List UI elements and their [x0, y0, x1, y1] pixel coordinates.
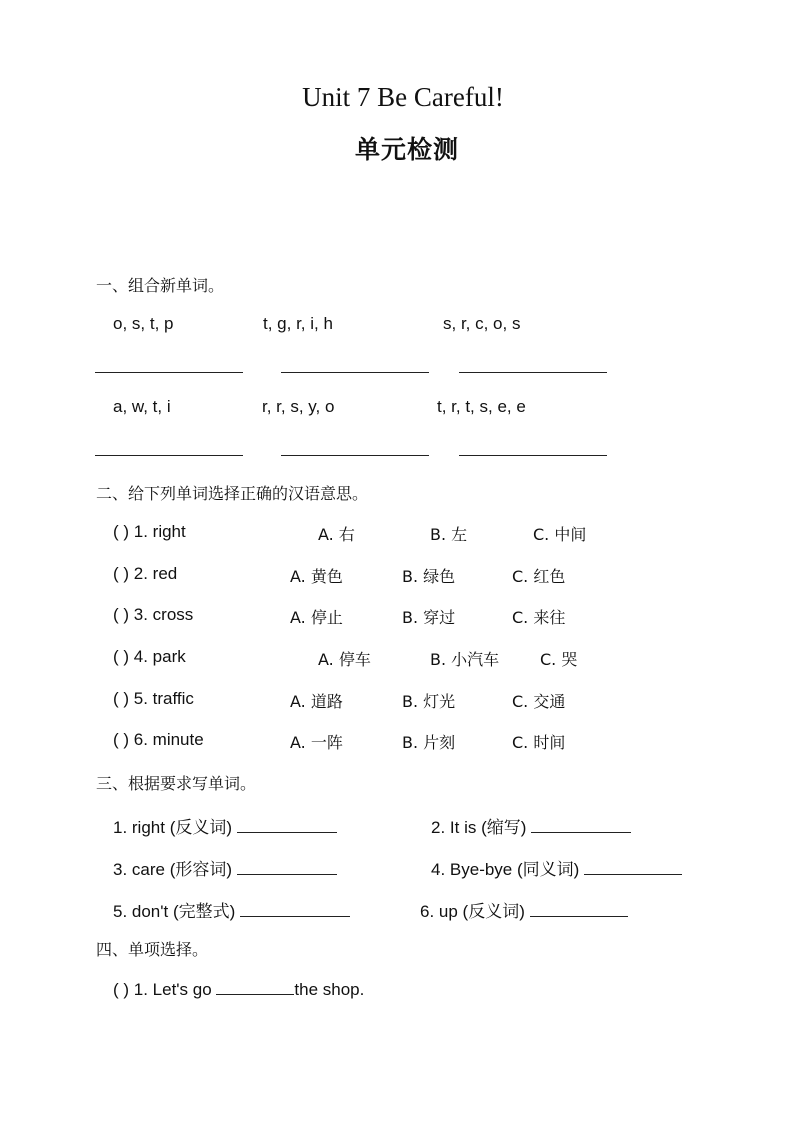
mc-question-1-blank[interactable]	[216, 980, 294, 995]
page-title: Unit 7 Be Careful!	[302, 82, 504, 112]
section-4-heading: 四、单项选择。	[96, 940, 209, 959]
write-item-4-label: 4. Bye-bye (同义词)	[431, 860, 580, 879]
section-3-heading: 三、根据要求写单词。	[96, 774, 257, 793]
scramble-word-3: s, r, c, o, s	[443, 314, 521, 333]
write-item-6	[420, 897, 628, 922]
choice-4-option-a: A. 停车	[318, 650, 371, 669]
write-item-5-blank[interactable]	[240, 902, 350, 917]
scramble-word-1: o, s, t, p	[113, 314, 174, 333]
choice-3-option-b: B. 穿过	[402, 608, 456, 627]
write-item-4-blank[interactable]	[584, 860, 682, 875]
answer-line-6[interactable]	[459, 455, 607, 456]
choice-item-1: ( ) 1. right	[113, 522, 186, 541]
choice-4-option-c: C. 哭	[540, 650, 578, 669]
scramble-word-4: a, w, t, i	[113, 397, 171, 416]
scramble-word-5: r, r, s, y, o	[262, 397, 335, 416]
section-2-heading: 二、给下列单词选择正确的汉语意思。	[96, 484, 369, 503]
write-item-4	[431, 855, 682, 880]
answer-line-2[interactable]	[281, 372, 429, 373]
answer-line-3[interactable]	[459, 372, 607, 373]
choice-item-5: ( ) 5. traffic	[113, 689, 194, 708]
choice-2-option-c: C. 红色	[512, 567, 566, 586]
choice-2-option-a: A. 黄色	[290, 567, 343, 586]
answer-line-5[interactable]	[281, 455, 429, 456]
write-item-5-label: 5. don't (完整式)	[113, 902, 236, 921]
choice-6-option-a: A. 一阵	[290, 733, 343, 752]
section-1-heading: 一、组合新单词。	[96, 276, 225, 295]
write-item-3-label: 3. care (形容词)	[113, 860, 233, 879]
write-item-5	[113, 897, 350, 922]
scramble-word-2: t, g, r, i, h	[263, 314, 333, 333]
choice-item-3: ( ) 3. cross	[113, 605, 194, 624]
write-item-2	[431, 813, 631, 838]
write-item-6-label: 6. up (反义词)	[420, 902, 525, 921]
choice-5-option-b: B. 灯光	[402, 692, 456, 711]
page-subtitle: 单元检测	[354, 135, 459, 164]
write-item-1	[113, 813, 337, 838]
choice-item-4: ( ) 4. park	[113, 647, 186, 666]
choice-1-option-b: B. 左	[430, 525, 468, 544]
scramble-word-6: t, r, t, s, e, e	[437, 397, 526, 416]
write-item-2-blank[interactable]	[531, 818, 631, 833]
choice-6-option-b: B. 片刻	[402, 733, 456, 752]
write-item-2-label: 2. It is (缩写)	[431, 818, 527, 837]
choice-item-6: ( ) 6. minute	[113, 730, 204, 749]
choice-2-option-b: B. 绿色	[402, 567, 456, 586]
choice-1-option-a: A. 右	[318, 525, 355, 544]
choice-item-2: ( ) 2. red	[113, 564, 178, 583]
write-item-3	[113, 855, 337, 880]
choice-1-option-c: C. 中间	[533, 525, 587, 544]
choice-4-option-b: B. 小汽车	[430, 650, 500, 669]
choice-6-option-c: C. 时间	[512, 733, 566, 752]
choice-3-option-c: C. 来往	[512, 608, 566, 627]
write-item-3-blank[interactable]	[237, 860, 337, 875]
answer-line-4[interactable]	[95, 455, 243, 456]
choice-3-option-a: A. 停止	[290, 608, 343, 627]
mc-question-1-prefix: ( ) 1. Let's go	[113, 980, 212, 999]
choice-5-option-c: C. 交通	[512, 692, 566, 711]
write-item-1-label: 1. right (反义词)	[113, 818, 233, 837]
choice-5-option-a: A. 道路	[290, 692, 343, 711]
answer-line-1[interactable]	[95, 372, 243, 373]
write-item-1-blank[interactable]	[237, 818, 337, 833]
write-item-6-blank[interactable]	[530, 902, 628, 917]
mc-question-1	[113, 980, 364, 1000]
mc-question-1-suffix: the shop.	[294, 980, 365, 999]
